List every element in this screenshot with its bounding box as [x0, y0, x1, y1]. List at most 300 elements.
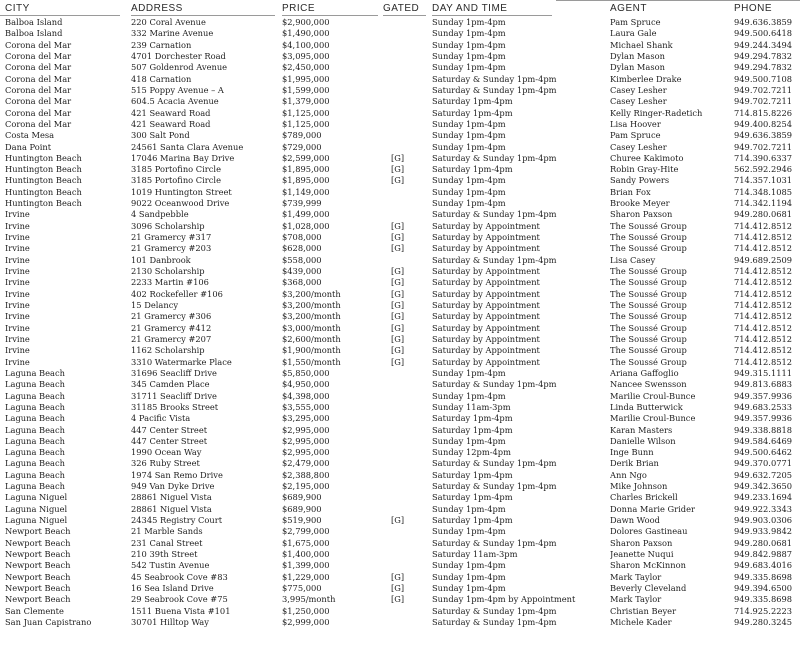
- agent-cell: Donna Marie Grider: [610, 503, 695, 514]
- address-cell: 231 Canal Street: [131, 537, 203, 548]
- day-time-cell: Saturday by Appointment: [432, 322, 540, 333]
- address-cell: 332 Marine Avenue: [131, 28, 214, 39]
- gated-cell: [G]: [391, 300, 405, 310]
- phone-cell: 949.394.6500: [734, 583, 793, 593]
- address-cell: 300 Salt Pond: [131, 130, 190, 141]
- agent-cell: Inge Bunn: [610, 447, 654, 458]
- gated-cell: [G]: [391, 288, 405, 299]
- price-cell: $739,999: [282, 198, 322, 209]
- phone-cell: 949.400.8254: [734, 118, 793, 129]
- city-cell: Newport Beach: [5, 594, 71, 605]
- table-row: [0, 311, 800, 322]
- day-time-cell: Saturday & Sunday 1pm-4pm: [432, 537, 557, 548]
- address-cell: 16 Sea Island Drive: [131, 583, 214, 593]
- address-cell: 3096 Scholarship: [131, 220, 205, 231]
- price-cell: $4,398,000: [282, 390, 330, 401]
- city-cell: Irvine: [5, 277, 30, 288]
- agent-cell: Dolores Gastineau: [610, 526, 688, 537]
- city-cell: Laguna Beach: [5, 401, 65, 412]
- day-time-cell: Saturday by Appointment: [432, 232, 540, 243]
- day-time-cell: Sunday 1pm-4pm: [432, 198, 506, 209]
- city-cell: Laguna Beach: [5, 447, 65, 458]
- city-cell: Laguna Beach: [5, 481, 65, 492]
- price-cell: $1,250,000: [282, 605, 330, 616]
- phone-cell: 714.815.8226: [734, 107, 793, 118]
- phone-cell: 949.335.8698: [734, 571, 793, 582]
- phone-cell: 714.412.8512: [734, 345, 793, 356]
- phone-cell: 949.702.7211: [734, 84, 793, 95]
- gated-cell: [G]: [391, 571, 405, 582]
- address-cell: 345 Camden Place: [131, 379, 210, 390]
- phone-cell: 949.842.9887: [734, 549, 793, 560]
- phone-cell: 949.500.7108: [734, 73, 793, 84]
- city-cell: Laguna Beach: [5, 458, 65, 469]
- city-cell: Corona del Mar: [5, 84, 72, 95]
- day-time-cell: Saturday by Appointment: [432, 243, 540, 254]
- agent-cell: Brooke Meyer: [610, 198, 670, 209]
- price-cell: $2,388,800: [282, 469, 330, 480]
- header-price: PRICE: [282, 3, 316, 14]
- agent-cell: Marilie Croul-Bunce: [610, 390, 696, 401]
- table-row: [0, 142, 800, 153]
- city-cell: Irvine: [5, 356, 30, 367]
- header-rule-gated: [383, 15, 426, 16]
- table-row: [0, 119, 800, 130]
- address-cell: 239 Carnation: [131, 39, 192, 50]
- address-cell: 421 Seaward Road: [131, 118, 211, 129]
- table-row: [0, 402, 800, 413]
- agent-cell: The Soussé Group: [610, 345, 687, 356]
- address-cell: 21 Marble Sands: [131, 526, 203, 537]
- day-time-cell: Sunday 1pm-4pm: [432, 390, 506, 401]
- agent-cell: Brian Fox: [610, 186, 651, 197]
- address-cell: 24345 Registry Court: [131, 515, 223, 526]
- city-cell: Laguna Beach: [5, 367, 65, 378]
- price-cell: $1,895,000: [282, 164, 330, 175]
- phone-cell: 949.636.3859: [734, 17, 793, 27]
- table-row: [0, 447, 800, 458]
- phone-cell: 714.412.8512: [734, 220, 793, 231]
- agent-cell: Laura Gale: [610, 28, 657, 39]
- gated-cell: [G]: [391, 356, 405, 367]
- city-cell: Laguna Beach: [5, 390, 65, 401]
- agent-cell: The Soussé Group: [610, 220, 687, 231]
- phone-cell: 949.702.7211: [734, 96, 793, 107]
- day-time-cell: Saturday 1pm-4pm: [432, 469, 513, 480]
- day-time-cell: Sunday 1pm-4pm: [432, 17, 506, 27]
- price-cell: $3,295,000: [282, 413, 330, 424]
- price-cell: $789,000: [282, 130, 322, 141]
- phone-cell: 949.357.9936: [734, 390, 793, 401]
- city-cell: San Juan Capistrano: [5, 616, 92, 627]
- price-cell: $3,200/month: [282, 300, 341, 310]
- city-cell: Costa Mesa: [5, 130, 55, 141]
- agent-cell: Kimberlee Drake: [610, 73, 682, 84]
- phone-cell: 949.636.3859: [734, 130, 793, 141]
- city-cell: Corona del Mar: [5, 50, 72, 61]
- address-cell: 1162 Scholarship: [131, 345, 205, 356]
- agent-cell: The Soussé Group: [610, 243, 687, 254]
- agent-cell: Pam Spruce: [610, 130, 661, 141]
- price-cell: $2,599,000: [282, 152, 330, 163]
- day-time-cell: Saturday by Appointment: [432, 333, 540, 344]
- price-cell: $708,000: [282, 232, 322, 243]
- day-time-cell: Sunday 1pm-4pm: [432, 503, 506, 514]
- phone-cell: 714.412.8512: [734, 300, 793, 310]
- agent-cell: Sandy Powers: [610, 175, 670, 186]
- agent-cell: The Soussé Group: [610, 333, 687, 344]
- day-time-cell: Sunday 1pm-4pm: [432, 62, 506, 73]
- address-cell: 17046 Marina Bay Drive: [131, 152, 235, 163]
- phone-cell: 949.280.0681: [734, 537, 793, 548]
- city-cell: Newport Beach: [5, 571, 71, 582]
- city-cell: Laguna Niguel: [5, 492, 68, 503]
- phone-cell: 949.813.6883: [734, 379, 793, 390]
- day-time-cell: Sunday 1pm-4pm: [432, 118, 506, 129]
- table-row: [0, 277, 800, 288]
- city-cell: Irvine: [5, 288, 30, 299]
- city-cell: Newport Beach: [5, 560, 71, 571]
- city-cell: Corona del Mar: [5, 62, 72, 73]
- header-day-and-time: DAY AND TIME: [432, 3, 508, 14]
- phone-cell: 714.412.8512: [734, 243, 793, 254]
- price-cell: $1,490,000: [282, 28, 330, 39]
- city-cell: Newport Beach: [5, 526, 71, 537]
- table-row: [0, 187, 800, 198]
- table-row: [0, 130, 800, 141]
- table-row: [0, 323, 800, 334]
- table-row: [0, 606, 800, 617]
- address-cell: 220 Coral Avenue: [131, 17, 206, 27]
- table-row: [0, 594, 800, 605]
- city-cell: Huntington Beach: [5, 186, 82, 197]
- table-row: [0, 51, 800, 62]
- city-cell: Irvine: [5, 322, 30, 333]
- address-cell: 21 Gramercy #412: [131, 322, 212, 333]
- address-cell: 101 Danbrook: [131, 254, 191, 265]
- phone-cell: 949.338.8818: [734, 424, 793, 435]
- agent-cell: Michael Shank: [610, 39, 673, 50]
- price-cell: $4,100,000: [282, 39, 330, 50]
- table-row: [0, 74, 800, 85]
- price-cell: $1,125,000: [282, 107, 330, 118]
- agent-cell: Sharon McKinnon: [610, 560, 686, 571]
- day-time-cell: Saturday by Appointment: [432, 300, 540, 310]
- agent-cell: The Soussé Group: [610, 232, 687, 243]
- price-cell: $2,999,000: [282, 616, 330, 627]
- agent-cell: Mark Taylor: [610, 571, 662, 582]
- phone-cell: 949.702.7211: [734, 141, 793, 152]
- phone-cell: 949.280.0681: [734, 209, 793, 220]
- address-cell: 2233 Martin #106: [131, 277, 209, 288]
- header-rule-city: [0, 15, 120, 16]
- price-cell: $558,000: [282, 254, 322, 265]
- day-time-cell: Saturday by Appointment: [432, 288, 540, 299]
- table-row: [0, 413, 800, 424]
- phone-cell: 949.315.1111: [734, 367, 793, 378]
- day-time-cell: Saturday by Appointment: [432, 356, 540, 367]
- day-time-cell: Sunday 1pm-4pm: [432, 435, 506, 446]
- table-row: [0, 515, 800, 526]
- agent-cell: Nancee Swensson: [610, 379, 687, 390]
- gated-cell: [G]: [391, 266, 405, 277]
- day-time-cell: Saturday & Sunday 1pm-4pm: [432, 254, 557, 265]
- day-time-cell: Saturday by Appointment: [432, 220, 540, 231]
- agent-cell: Churee Kakimoto: [610, 152, 684, 163]
- agent-cell: Ann Ngo: [610, 469, 647, 480]
- phone-cell: 949.903.0306: [734, 515, 793, 526]
- table-row: [0, 526, 800, 537]
- agent-cell: Casey Lesher: [610, 84, 667, 95]
- phone-cell: 562.592.2946: [734, 164, 793, 175]
- address-cell: 2130 Scholarship: [131, 266, 205, 277]
- table-row: [0, 345, 800, 356]
- agent-cell: Sharon Paxson: [610, 537, 673, 548]
- address-cell: 4 Pacific Vista: [131, 413, 191, 424]
- day-time-cell: Sunday 11am-3pm: [432, 401, 511, 412]
- address-cell: 31185 Brooks Street: [131, 401, 219, 412]
- table-row: [0, 572, 800, 583]
- city-cell: Irvine: [5, 243, 30, 254]
- price-cell: $1,599,000: [282, 84, 330, 95]
- price-cell: $628,000: [282, 243, 322, 254]
- price-cell: $1,125,000: [282, 118, 330, 129]
- gated-cell: [G]: [391, 164, 405, 175]
- city-cell: Laguna Beach: [5, 435, 65, 446]
- gated-cell: [G]: [391, 277, 405, 288]
- phone-cell: 714.357.1031: [734, 175, 793, 186]
- phone-cell: 949.342.3650: [734, 481, 793, 492]
- address-cell: 604.5 Acacia Avenue: [131, 96, 219, 107]
- day-time-cell: Sunday 1pm-4pm: [432, 141, 506, 152]
- agent-cell: Dylan Mason: [610, 62, 665, 73]
- agent-cell: The Soussé Group: [610, 266, 687, 277]
- table-row: [0, 255, 800, 266]
- table-row: [0, 560, 800, 571]
- phone-cell: 949.683.4016: [734, 560, 793, 571]
- table-row: [0, 492, 800, 503]
- header-rule-address: [131, 15, 275, 16]
- price-cell: $439,000: [282, 266, 322, 277]
- day-time-cell: Sunday 1pm-4pm: [432, 571, 506, 582]
- agent-cell: Beverly Cleveland: [610, 583, 687, 593]
- day-time-cell: Sunday 1pm-4pm: [432, 367, 506, 378]
- address-cell: 3185 Portofino Circle: [131, 164, 221, 175]
- table-row: [0, 153, 800, 164]
- agent-cell: Mark Taylor: [610, 594, 662, 605]
- city-cell: Irvine: [5, 209, 30, 220]
- city-cell: Huntington Beach: [5, 175, 82, 186]
- price-cell: $1,028,000: [282, 220, 330, 231]
- agent-cell: Casey Lesher: [610, 96, 667, 107]
- address-cell: 29 Seabrook Cove #75: [131, 594, 228, 605]
- address-cell: 3310 Watermarke Place: [131, 356, 232, 367]
- table-row: [0, 617, 800, 628]
- gated-cell: [G]: [391, 311, 405, 322]
- day-time-cell: Saturday & Sunday 1pm-4pm: [432, 481, 557, 492]
- address-cell: 21 Gramercy #317: [131, 232, 212, 243]
- price-cell: $1,149,000: [282, 186, 330, 197]
- address-cell: 1974 San Remo Drive: [131, 469, 223, 480]
- agent-cell: Kelly Ringer-Radetich: [610, 107, 703, 118]
- phone-cell: 949.233.1694: [734, 492, 793, 503]
- price-cell: $775,000: [282, 583, 322, 593]
- address-cell: 542 Tustin Avenue: [131, 560, 210, 571]
- price-cell: $2,450,000: [282, 62, 330, 73]
- agent-cell: Sharon Paxson: [610, 209, 673, 220]
- table-row: [0, 243, 800, 254]
- address-cell: 507 Goldenrod Avenue: [131, 62, 228, 73]
- phone-cell: 949.500.6418: [734, 28, 793, 39]
- price-cell: $689,900: [282, 492, 322, 503]
- price-cell: $2,600/month: [282, 333, 341, 344]
- day-time-cell: Saturday by Appointment: [432, 277, 540, 288]
- table-row: [0, 62, 800, 73]
- day-time-cell: Saturday & Sunday 1pm-4pm: [432, 605, 557, 616]
- phone-cell: 949.357.9936: [734, 413, 793, 424]
- day-time-cell: Sunday 1pm-4pm: [432, 175, 506, 186]
- city-cell: Newport Beach: [5, 537, 71, 548]
- agent-cell: Karan Masters: [610, 424, 673, 435]
- table-row: [0, 334, 800, 345]
- city-cell: Irvine: [5, 345, 30, 356]
- city-cell: Balboa Island: [5, 17, 63, 27]
- phone-cell: 714.412.8512: [734, 322, 793, 333]
- agent-cell: Dylan Mason: [610, 50, 665, 61]
- table-row: [0, 504, 800, 515]
- agent-cell: Christian Beyer: [610, 605, 677, 616]
- agent-cell: The Soussé Group: [610, 356, 687, 367]
- gated-cell: [G]: [391, 175, 405, 186]
- day-time-cell: Sunday 1pm-4pm by Appointment: [432, 594, 576, 605]
- address-cell: 21 Gramercy #306: [131, 311, 212, 322]
- address-cell: 4 Sandpebble: [131, 209, 189, 220]
- agent-cell: Jeanette Nuqui: [610, 549, 674, 560]
- day-time-cell: Saturday by Appointment: [432, 266, 540, 277]
- address-cell: 31711 Seacliff Drive: [131, 390, 217, 401]
- table-row: [0, 198, 800, 209]
- table-row: [0, 85, 800, 96]
- city-cell: Corona del Mar: [5, 107, 72, 118]
- phone-cell: 714.412.8512: [734, 266, 793, 277]
- address-cell: 15 Delancy: [131, 300, 179, 310]
- city-cell: Dana Point: [5, 141, 52, 152]
- table-row: [0, 96, 800, 107]
- city-cell: Corona del Mar: [5, 96, 72, 107]
- phone-cell: 949.689.2509: [734, 254, 793, 265]
- day-time-cell: Saturday 1pm-4pm: [432, 413, 513, 424]
- price-cell: $1,675,000: [282, 537, 330, 548]
- table-row: [0, 266, 800, 277]
- gated-cell: [G]: [391, 220, 405, 231]
- price-cell: $2,995,000: [282, 435, 330, 446]
- price-cell: $2,479,000: [282, 458, 330, 469]
- day-time-cell: Saturday & Sunday 1pm-4pm: [432, 73, 557, 84]
- table-row: [0, 289, 800, 300]
- agent-cell: Lisa Casey: [610, 254, 656, 265]
- header-phone: PHONE: [734, 3, 773, 14]
- city-cell: Irvine: [5, 333, 30, 344]
- address-cell: 1990 Ocean Way: [131, 447, 202, 458]
- table-row: [0, 232, 800, 243]
- gated-cell: [G]: [391, 333, 405, 344]
- agent-cell: The Soussé Group: [610, 311, 687, 322]
- day-time-cell: Sunday 1pm-4pm: [432, 28, 506, 39]
- address-cell: 28861 Niguel Vista: [131, 503, 212, 514]
- header-address: ADDRESS: [131, 3, 183, 14]
- gated-cell: [G]: [391, 152, 405, 163]
- price-cell: $5,850,000: [282, 367, 330, 378]
- price-cell: $368,000: [282, 277, 322, 288]
- header-city: CITY: [5, 3, 30, 14]
- city-cell: Huntington Beach: [5, 198, 82, 209]
- address-cell: 1511 Buena Vista #101: [131, 605, 231, 616]
- table-row: [0, 28, 800, 39]
- address-cell: 326 Ruby Street: [131, 458, 200, 469]
- agent-cell: Lisa Hoover: [610, 118, 661, 129]
- city-cell: Corona del Mar: [5, 39, 72, 50]
- phone-cell: 949.933.9842: [734, 526, 793, 537]
- phone-cell: 949.280.3245: [734, 616, 793, 627]
- gated-cell: [G]: [391, 515, 405, 526]
- phone-cell: 949.335.8698: [734, 594, 793, 605]
- address-cell: 24561 Santa Clara Avenue: [131, 141, 244, 152]
- city-cell: Laguna Beach: [5, 379, 65, 390]
- header-rule-price: [282, 15, 378, 16]
- price-cell: $3,000/month: [282, 322, 341, 333]
- city-cell: Irvine: [5, 220, 30, 231]
- city-cell: Laguna Beach: [5, 413, 65, 424]
- city-cell: Corona del Mar: [5, 118, 72, 129]
- phone-cell: 714.390.6337: [734, 152, 793, 163]
- phone-cell: 949.294.7832: [734, 50, 793, 61]
- table-row: [0, 470, 800, 481]
- address-cell: 45 Seabrook Cove #83: [131, 571, 228, 582]
- day-time-cell: Saturday 1pm-4pm: [432, 492, 513, 503]
- phone-cell: 949.500.6462: [734, 447, 793, 458]
- phone-cell: 949.922.3343: [734, 503, 793, 514]
- table-row: [0, 425, 800, 436]
- price-cell: $1,895,000: [282, 175, 330, 186]
- day-time-cell: Saturday & Sunday 1pm-4pm: [432, 209, 557, 220]
- table-row: [0, 164, 800, 175]
- address-cell: 21 Gramercy #207: [131, 333, 212, 344]
- day-time-cell: Sunday 1pm-4pm: [432, 50, 506, 61]
- day-time-cell: Saturday & Sunday 1pm-4pm: [432, 379, 557, 390]
- header-agent: AGENT: [610, 3, 647, 14]
- address-cell: 421 Seaward Road: [131, 107, 211, 118]
- phone-cell: 949.584.6469: [734, 435, 793, 446]
- gated-cell: [G]: [391, 243, 405, 254]
- city-cell: San Clemente: [5, 605, 64, 616]
- city-cell: Irvine: [5, 300, 30, 310]
- agent-cell: Marilie Croul-Bunce: [610, 413, 696, 424]
- day-time-cell: Sunday 1pm-4pm: [432, 526, 506, 537]
- price-cell: $2,799,000: [282, 526, 330, 537]
- phone-cell: 714.342.1194: [734, 198, 793, 209]
- table-row: [0, 17, 800, 28]
- address-cell: 402 Rockefeller #106: [131, 288, 223, 299]
- day-time-cell: Sunday 1pm-4pm: [432, 560, 506, 571]
- day-time-cell: Sunday 1pm-4pm: [432, 583, 506, 593]
- table-row: [0, 583, 800, 594]
- price-cell: $3,095,000: [282, 50, 330, 61]
- phone-cell: 714.348.1085: [734, 186, 793, 197]
- price-cell: $1,399,000: [282, 560, 330, 571]
- table-row: [0, 175, 800, 186]
- phone-cell: 714.412.8512: [734, 277, 793, 288]
- gated-cell: [G]: [391, 345, 405, 356]
